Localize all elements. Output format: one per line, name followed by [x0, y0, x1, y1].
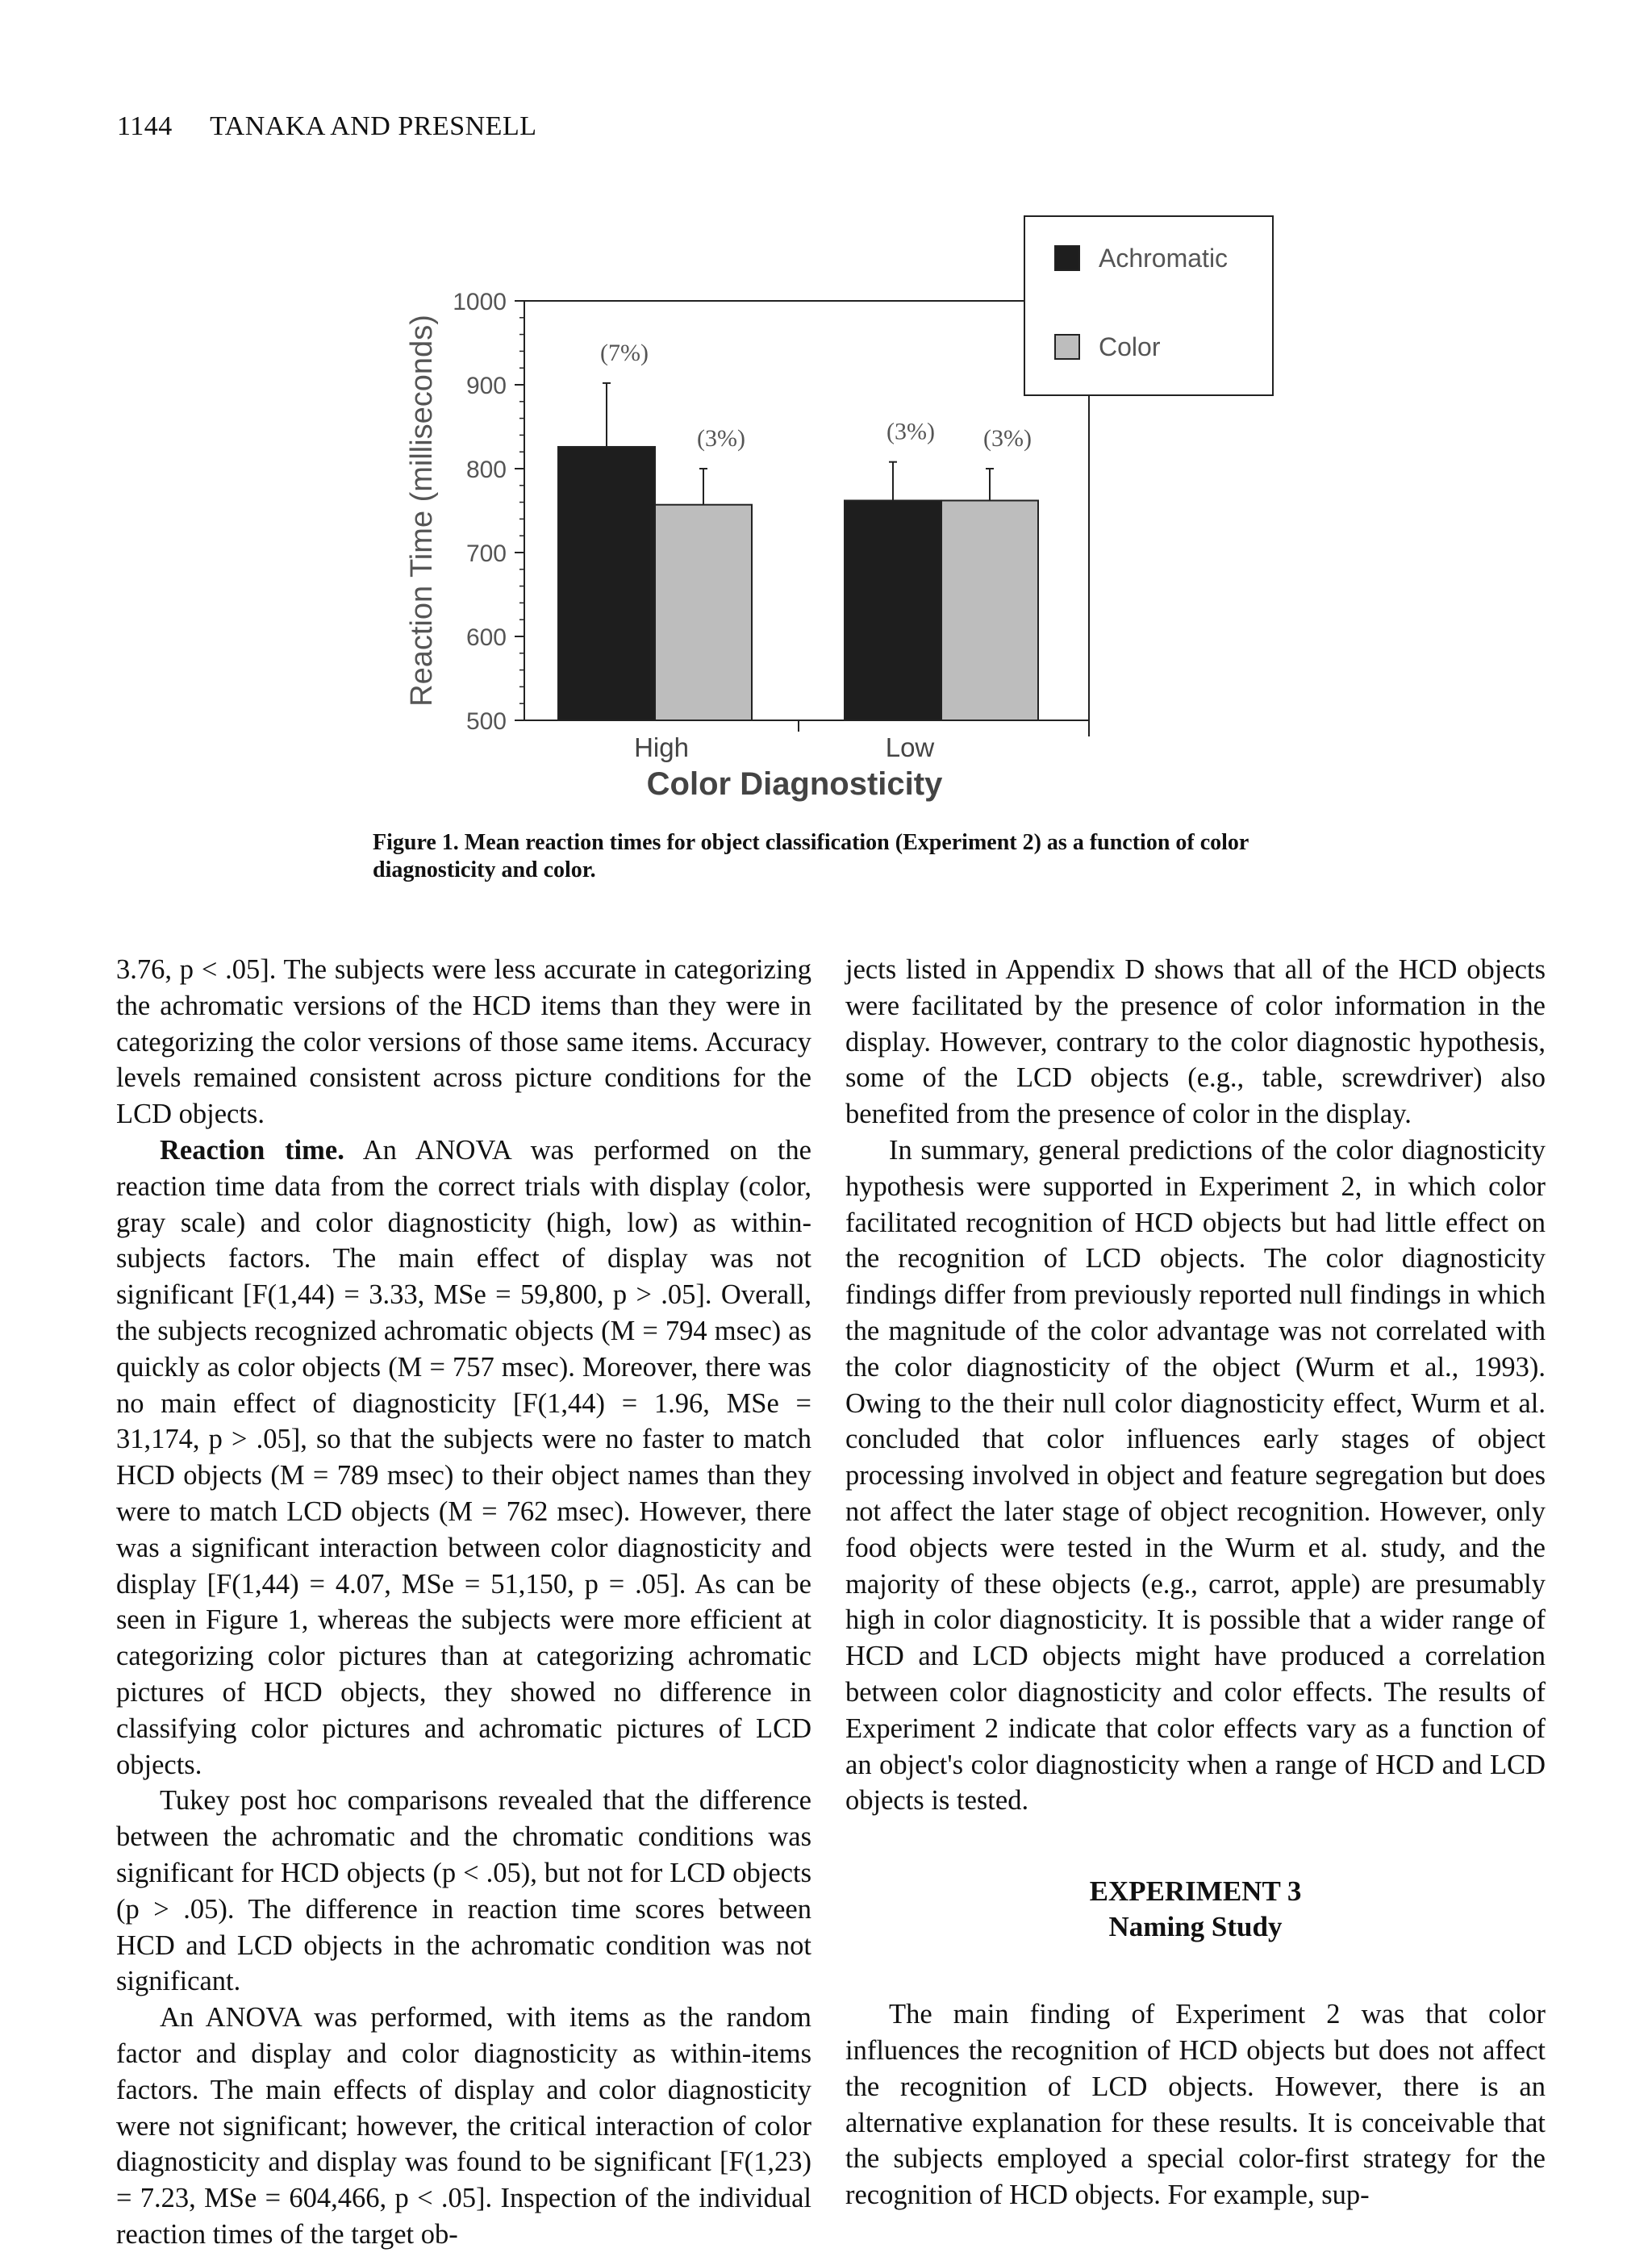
legend-swatch-color — [1055, 335, 1079, 359]
paragraph: Tukey post hoc comparisons revealed that the difference between the achromatic and the chromatic conditions was significant for HCD objects (p < .05), but not for LCD objects (p > .05). The difference in reaction time scores between HCD and LCD objects in the achromatic condition was not significant. — [116, 1785, 811, 1997]
section-title: EXPERIMENT 3 — [1089, 1875, 1302, 1908]
y-tick-label: 600 — [465, 624, 507, 651]
paragraph: An ANOVA was performed, with items as the random factor and display and color diagnosticity as within-items factors. The main effects of display and color diagnosticity were not significant; however, the critical interaction of color diagnosticity and display was found to be significant [F(1,23) = 7.23, MSe = 604,466, p < .05]. Inspection of the individual reaction times of the target ob- — [116, 2002, 811, 2250]
bar-chart — [0, 0, 1652, 823]
error-label: (7%) — [600, 339, 649, 366]
legend-label: Color — [1099, 332, 1161, 361]
run-in-heading: Reaction time. — [160, 1134, 344, 1166]
page-number: 1144 — [117, 111, 173, 141]
paragraph-text: An ANOVA was performed on the reaction time data from the correct trials with display (color, gray scale) and color diagnosticity (high, low) as within-subjects factors. The main effect of display was not significant [F(1,44) = 3.33, MSe = 59,800, p > .05]. Overall, the subjects recognized achromatic objects (M = 794 msec) as quickly as color objects (M = 757 msec). Moreover, there was no main effect of diagnosticity [F(1,44) = 1.96, MSe = 31,174, p > .05], so that the subjects were no faster to match HCD objects (M = 789 msec) to their object names than they were to match LCD objects (M = 762 msec). However, there was a significant interaction between color diagnosticity and display [F(1,44) = 4.07, MSe = 51,150, p = .05]. As can be seen in Figure 1, whereas the subjects were more efficient at categorizing color pictures than at categorizing achromatic pictures of HCD objects, they showed no difference in classifying color pictures and achromatic pictures of LCD objects. — [116, 1134, 811, 1780]
x-tick-label: High — [634, 732, 689, 762]
paragraph-reaction-time — [116, 1133, 811, 1783]
left-column — [116, 952, 811, 2253]
bar-color — [655, 505, 752, 720]
bar-achromatic — [845, 501, 941, 720]
error-label: (3%) — [697, 425, 745, 452]
paragraph: The main finding of Experiment 2 was that color influences the recognition of HCD objects but does not affect the recognition of LCD objects. However, there is an alternative explanation for these results. It is conceivable that the subjects employed a special color-first strategy for the recognition of HCD objects. For example, sup- — [845, 1999, 1546, 2211]
error-label: (3%) — [983, 425, 1032, 452]
bar-color — [941, 501, 1038, 720]
y-tick-label: 1000 — [453, 289, 507, 315]
right-column — [845, 952, 1546, 2213]
x-tick-label: Low — [885, 732, 935, 762]
bar-achromatic — [558, 447, 655, 720]
y-axis-label: Reaction Time (milliseconds) — [405, 315, 439, 707]
paragraph: jects listed in Appendix D shows that all of the HCD objects were facilitated by the presence of color information in the display. However, contrary to the color diagnostic hypothesis, some of the LCD objects (e.g., table, screwdriver) also benefited from the presence of color in the display. — [845, 954, 1546, 1130]
y-tick-label: 900 — [465, 373, 507, 399]
section-heading — [845, 1874, 1546, 1945]
error-label: (3%) — [886, 418, 935, 445]
y-tick-label: 700 — [465, 540, 507, 567]
legend-swatch-achromatic — [1055, 246, 1079, 270]
figure-caption: Figure 1. Mean reaction times for object classification (Experiment 2) as a function of color diagnosticity and color. — [373, 830, 1249, 882]
y-tick-label: 800 — [465, 457, 507, 483]
section-subtitle: Naming Study — [1108, 1911, 1283, 1943]
paragraph: In summary, general predictions of the color diagnosticity hypothesis were supported in Experiment 2, in which color facilitated recognition of HCD objects but had little effect on the recognition of LCD objects. The color diagnosticity findings differ from previously reported null findings in which the magnitude of the color advantage was not correlated with the color diagnosticity of the object (Wurm et al., 1993). Owing to the their null color diagnosticity effect, Wurm et al. concluded that color influences early stages of object processing involved in object and feature segregation but does not affect the later stage of object recognition. However, only food objects were tested in the Wurm et al. study, and the majority of these objects (e.g., carrot, apple) are presumably high in color diagnosticity. It is possible that a wider range of HCD and LCD objects might have produced a correlation between color diagnosticity and color effects. The results of Experiment 2 indicate that color effects vary as a function of an object's color diagnosticity when a range of HCD and LCD objects is tested. — [845, 1134, 1546, 1817]
running-title: TANAKA AND PRESNELL — [210, 111, 537, 141]
y-tick-label: 500 — [465, 708, 507, 735]
x-axis-label: Color Diagnosticity — [646, 766, 943, 802]
figure-1 — [0, 0, 1652, 903]
paragraph: 3.76, p < .05]. The subjects were less accurate in categorizing the achromatic versions of the HCD items than they were in categorizing the color versions of those same items. Accuracy levels remained consistent across picture conditions for the LCD objects. — [116, 954, 811, 1130]
legend-label: Achromatic — [1099, 244, 1229, 273]
